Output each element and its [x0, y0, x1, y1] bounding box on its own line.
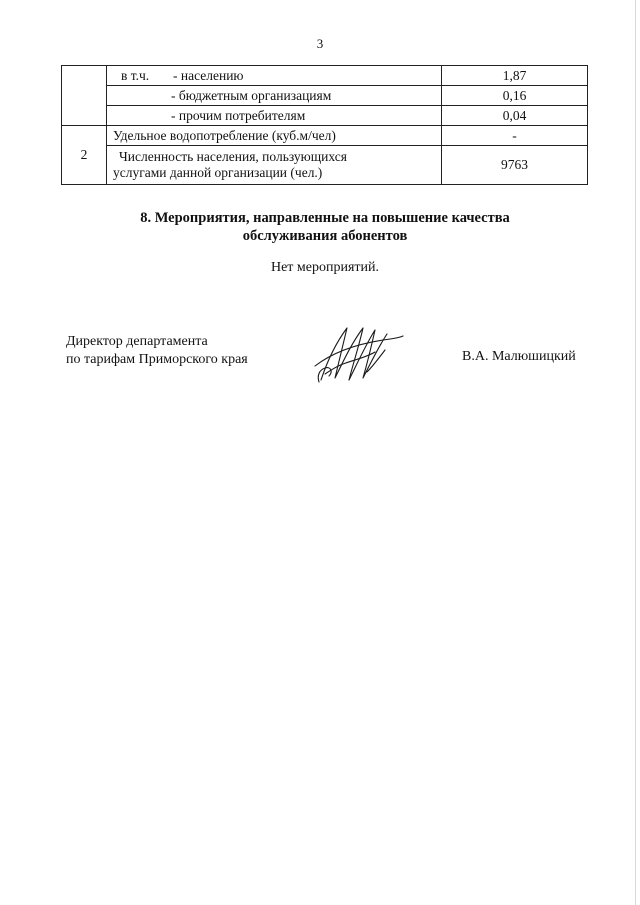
section-note: Нет мероприятий. — [270, 260, 380, 275]
row-label-line: услугами данной организации (чел.) — [113, 165, 323, 180]
row-label: - бюджетным организациям — [171, 87, 332, 103]
row-label-cell — [107, 106, 442, 126]
row-value-cell: 9763 — [442, 146, 588, 185]
row-label-cell — [107, 66, 442, 86]
scan-edge-line — [635, 0, 636, 905]
table-row — [62, 146, 588, 185]
section-title — [0, 209, 640, 245]
row-number-cell — [62, 66, 107, 126]
table-row — [62, 86, 588, 106]
row-value-cell: - — [442, 126, 588, 146]
section-title-line: обслуживания абонентов — [242, 228, 408, 244]
row-value-cell: 0,16 — [442, 86, 588, 106]
data-table — [61, 65, 588, 185]
row-label: - населению — [173, 67, 244, 83]
signatory-role-line: Директор департамента — [66, 334, 208, 349]
row-value-cell: 0,04 — [442, 106, 588, 126]
row-label: - прочим потребителям — [171, 107, 306, 123]
section-title-line: 8. Мероприятия, направленные на повышение качества — [140, 210, 510, 226]
row-prefix: в т.ч. — [121, 67, 150, 83]
row-number-cell: 2 — [62, 126, 107, 185]
row-label-cell — [107, 146, 442, 185]
row-label-line: Численность населения, пользующихся — [119, 149, 347, 164]
table-row — [62, 106, 588, 126]
signatory-name: В.А. Малюшицкий — [462, 349, 576, 364]
signatory-role — [66, 333, 248, 369]
table-row — [62, 126, 588, 146]
table-row — [62, 66, 588, 86]
row-label-cell — [107, 86, 442, 106]
row-value-cell: 1,87 — [442, 66, 588, 86]
row-label-cell: Удельное водопотребление (куб.м/чел) — [107, 126, 442, 146]
signatory-role-line: по тарифам Приморского края — [66, 352, 248, 367]
page-number: 3 — [316, 36, 324, 51]
handwritten-signature — [313, 322, 405, 384]
